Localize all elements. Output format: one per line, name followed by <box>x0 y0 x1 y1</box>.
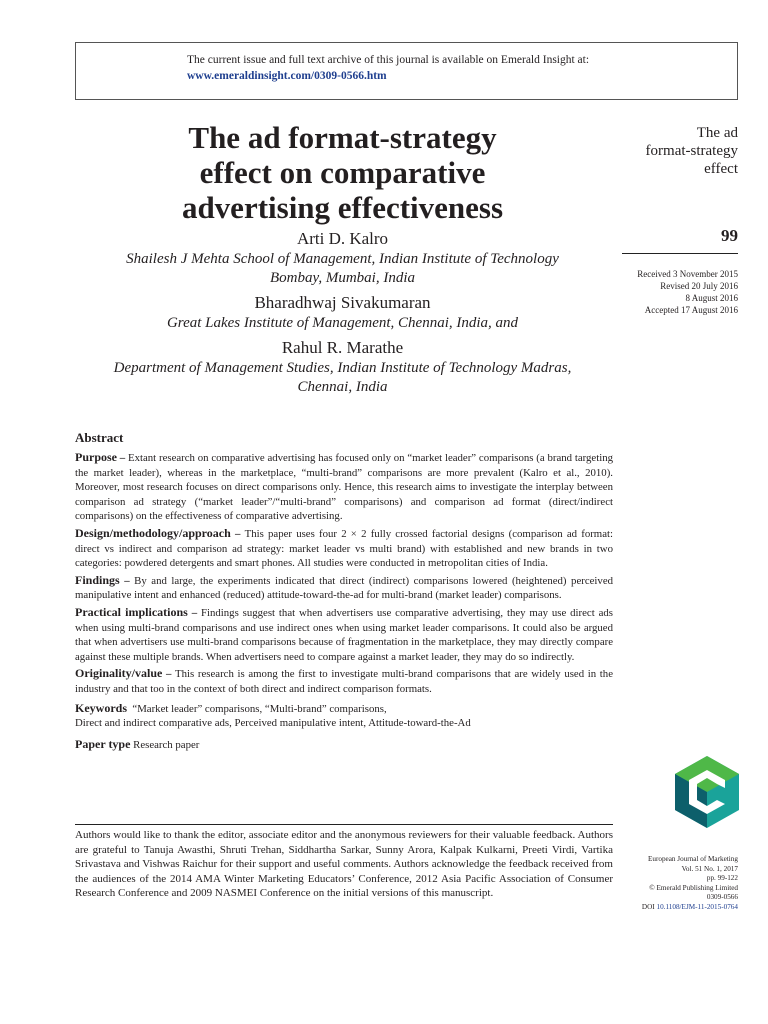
section-text: Extant research on comparative advertising has focused only on “market leader” comparisons (a brand targeting the market leader), whereas in the marketplace, “multi-brand” comparisons are more prevalent (Kalro et al., 2010). Moreover, most research focuses on direct comparisons only. Hence, this research aims to investigate the interplay between comparison ad strategy (“market leader”/“multi-brand” comparisons) and comparison ad format (direct/indirect comparisons) on the effectiveness of comparative advertising. <box>75 452 614 523</box>
paper-type-value: Research paper <box>133 738 200 751</box>
doi-label: DOI <box>641 902 655 911</box>
paper-type-label: Paper type <box>75 736 131 751</box>
author-affiliation: Chennai, India <box>297 379 388 395</box>
author-name: Rahul R. Marathe <box>281 338 404 357</box>
section-label: Design/methodology/approach <box>75 525 231 540</box>
article-title <box>75 120 610 225</box>
section-label: Originality/value <box>75 666 163 681</box>
journal-citation <box>588 855 738 912</box>
date-revised: Revised 20 July 2016 <box>660 281 738 291</box>
author-name: Bharadhwaj Sivakumaran <box>254 293 431 312</box>
running-head <box>588 124 738 178</box>
notice-text: The current issue and full text archive of this journal is available on Emerald Insight at: <box>187 54 590 66</box>
section-label: Practical implications <box>75 604 188 619</box>
journal-notice-box <box>75 42 738 100</box>
paper-type <box>75 737 613 753</box>
running-head-line: effect <box>704 161 738 177</box>
author-affiliation: Bombay, Mumbai, India <box>270 270 415 286</box>
abstract <box>75 430 613 754</box>
acknowledgement: Authors would like to thank the editor, associate editor and the anonymous reviewers for their valuable feedback. Authors are grateful to Tanuja Awasthi, Shruti Trehan, Siddhartha Sarkar, Sunny Arora, Kalpak Kulkarni, Preeti Virdi, Vartika Srivastava and Vishwas Raichur for their support and useful comments. Authors acknowledge the feedback received from the audiences of the 2014 AMA Winter Marketing Educators’ Conference, 2012 Asia Pacific Association of Consumer Research Conference and 2009 NASMEI Conference on the initial versions of this manuscript. <box>75 829 613 899</box>
keywords <box>75 701 613 731</box>
running-head-line: The ad <box>696 125 738 141</box>
citation-publisher: © Emerald Publishing Limited <box>649 883 738 892</box>
keywords-line-2: Direct and indirect comparative ads, Perceived manipulative intent, Attitude-toward-the-Ad <box>75 717 471 730</box>
citation-journal: European Journal of Marketing <box>647 855 738 863</box>
abstract-originality: Originality/value – This research is among the first to investigate multi-brand comparisons that are widely used in the industry and that too in the context of both direct and indirect comparison formats. <box>75 666 613 695</box>
date-revised-2: 8 August 2016 <box>685 293 738 303</box>
citation-issn: 0309-0566 <box>706 893 738 901</box>
abstract-heading: Abstract <box>75 430 124 445</box>
keywords-label: Keywords <box>75 700 127 715</box>
section-text: This research is among the first to investigate multi-brand comparisons that are widely used in the industry and that too in the context of both direct and indirect comparison formats. <box>75 668 613 695</box>
abstract-design: Design/methodology/approach – This paper uses four 2 × 2 fully crossed factorial designs (comparison ad format: direct vs indirect and comparison ad strategy: market leader vs multi brand) with established and new brands in two categories: powdered detergents and smart phones. All studies were conducted in metropolitan cities of India. <box>75 525 613 570</box>
author-affiliation: Great Lakes Institute of Management, Chennai, India, and <box>166 315 519 331</box>
section-text: By and large, the experiments indicated that direct (indirect) comparisons lowered (heightened) perceived manipulative intent and enhanced (reduced) attitude-toward-the-ad for multi-brand (market leader) comparisons. <box>75 574 614 602</box>
author-affiliation: Shailesh J Mehta School of Management, Indian Institute of Technology <box>126 251 559 267</box>
section-label: Purpose <box>75 450 117 464</box>
crossmark-logo-icon <box>675 756 739 828</box>
citation-doi <box>588 903 738 913</box>
title-line: The ad format-strategy <box>188 120 497 155</box>
page-number: 99 <box>721 226 738 245</box>
section-text: This paper uses four 2 × 2 fully crossed factorial designs (comparison ad format: direct vs indirect and comparison ad strategy: market leader vs multi brand) with established and new brands in two categories: powdered detergents and smart phones. All studies were conducted in metropolitan cities of India. <box>75 527 613 570</box>
abstract-findings: Findings – By and large, the experiments indicated that direct (indirect) comparisons lowered (heightened) perceived manipulative intent and enhanced (reduced) attitude-toward-the-ad for multi-brand (market leader) comparisons. <box>75 572 614 602</box>
margin-divider <box>622 253 738 254</box>
date-received: Received 3 November 2015 <box>637 269 738 279</box>
author-list <box>75 228 610 397</box>
footnote-divider <box>75 824 613 825</box>
journal-url-link[interactable]: www.emeraldinsight.com/0309-0566.htm <box>187 70 387 82</box>
section-label: Findings <box>75 572 120 587</box>
date-accepted: Accepted 17 August 2016 <box>644 305 738 315</box>
abstract-purpose: Purpose – Extant research on comparative advertising has focused only on “market leader” comparisons (a brand targeting the market leader), whereas in the marketplace, “multi-brand” comparisons are more prevalent (Kalro et al., 2010). Moreover, most research focuses on direct comparisons only. Hence, this research aims to investigate the interplay between comparison ad strategy (“market leader”/“multi-brand” comparisons) and comparison ad format (direct/indirect comparisons) on the effectiveness of comparative advertising. <box>75 450 614 523</box>
doi-link[interactable]: 10.1108/EJM-11-2015-0764 <box>656 902 738 911</box>
title-line: effect on comparative <box>199 155 486 190</box>
running-head-line: format-strategy <box>645 143 738 159</box>
history-dates <box>578 268 738 316</box>
section-text: Findings suggest that when advertisers use comparative advertising, they may use direct ads when using multi-brand comparisons and use indirect ones when using market leader comparisons. It could also be argued that when advertisers use multi-brand comparisons because of fragmentation in the marketplace, they may directly compare against these multiple brands. When advertisers need to compare against a market leader, they may do so indirectly. <box>75 606 613 663</box>
title-line: advertising effectiveness <box>181 190 504 225</box>
citation-pages: pp. 99-122 <box>706 874 738 882</box>
abstract-implications: Practical implications – Findings suggest that when advertisers use comparative advertising, they may use direct ads when using multi-brand comparisons and use indirect ones when using market leader comparisons. It could also be argued that when advertisers use multi-brand comparisons because of fragmentation in the marketplace, they may directly compare against these multiple brands. When advertisers need to compare against a market leader, they may do so indirectly. <box>75 604 613 663</box>
author-name: Arti D. Kalro <box>296 229 389 248</box>
keywords-line-1: “Market leader” comparisons, “Multi-brand” comparisons, <box>132 702 387 715</box>
citation-volume: Vol. 51 No. 1, 2017 <box>681 864 738 873</box>
author-affiliation: Department of Management Studies, Indian Institute of Technology Madras, <box>113 360 572 376</box>
